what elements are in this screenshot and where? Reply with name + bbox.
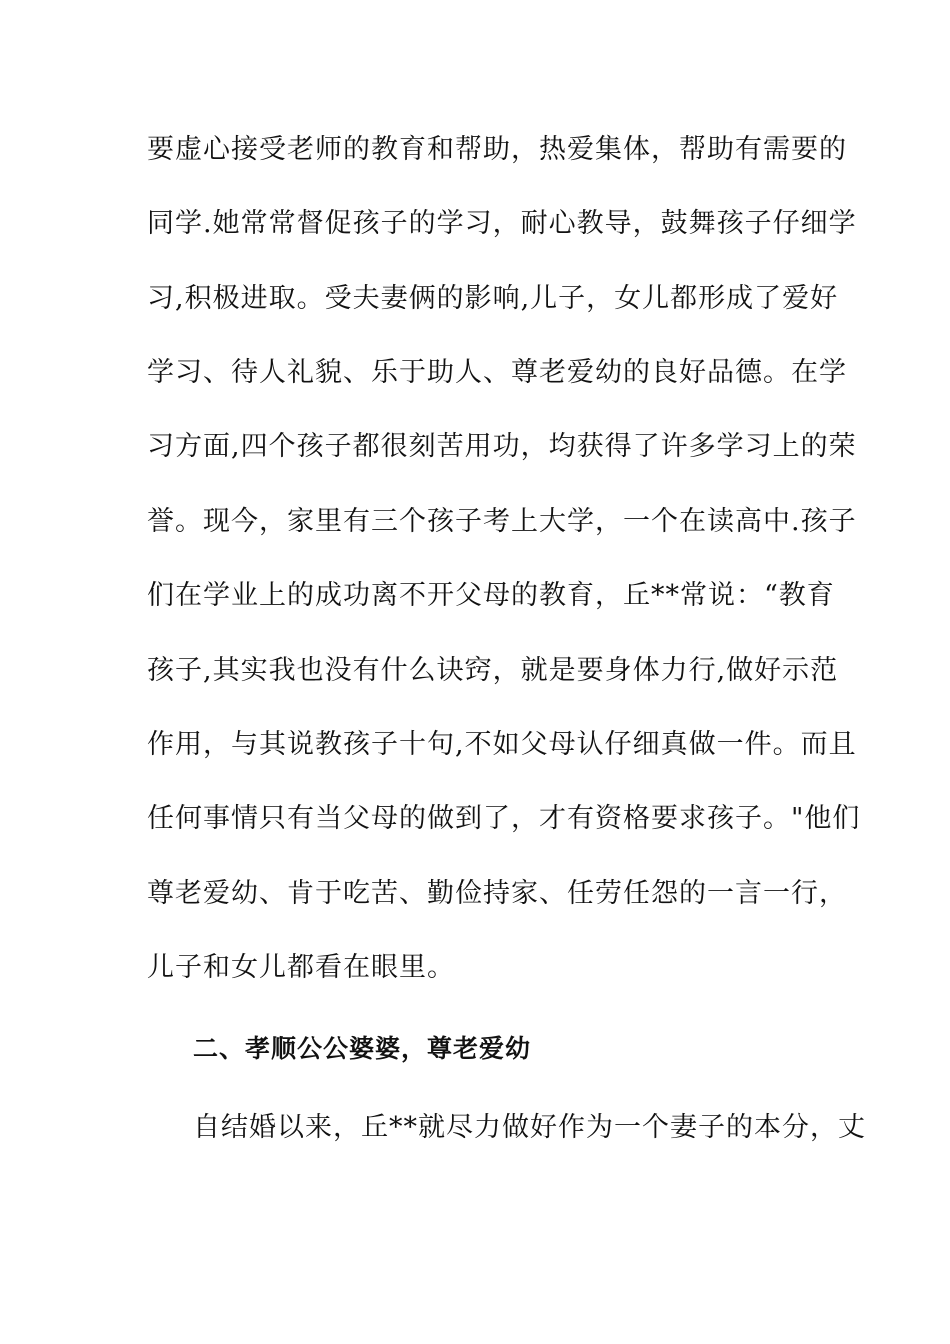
text-line: 们在学业上的成功离不开父母的教育，丘**常说：“教育 bbox=[147, 580, 835, 611]
section-heading: 二、孝顺公公婆婆，尊老爱幼 bbox=[193, 1034, 532, 1063]
text-line: 同学.她常常督促孩子的学习，耐心教导，鼓舞孩子仔细学 bbox=[147, 208, 857, 239]
text-line: 要虚心接受老师的教育和帮助，热爱集体，帮助有需要的 bbox=[147, 134, 847, 165]
text-line: 习,积极进取。受夫妻俩的影响,儿子，女儿都形成了爱好 bbox=[147, 283, 839, 314]
text-line: 学习、待人礼貌、乐于助人、尊老爱幼的良好品德。在学 bbox=[147, 357, 847, 388]
text-line: 儿子和女儿都看在眼里。 bbox=[147, 952, 455, 983]
text-line: 任何事情只有当父母的做到了，才有资格要求孩子。"他们 bbox=[147, 803, 861, 834]
paragraph-first-line: 自结婚以来，丘**就尽力做好作为一个妻子的本分，丈 bbox=[193, 1112, 866, 1143]
text-line: 习方面,四个孩子都很刻苦用功，均获得了许多学习上的荣 bbox=[147, 431, 857, 462]
text-line: 尊老爱幼、肯于吃苦、勤俭持家、任劳任怨的一言一行， bbox=[147, 878, 847, 909]
text-line: 孩子,其实我也没有什么诀窍，就是要身体力行,做好示范 bbox=[147, 655, 839, 686]
text-line: 誉。现今，家里有三个孩子考上大学，一个在读高中.孩子 bbox=[147, 506, 857, 537]
text-line: 作用，与其说教孩子十句,不如父母认仔细真做一件。而且 bbox=[147, 729, 857, 760]
